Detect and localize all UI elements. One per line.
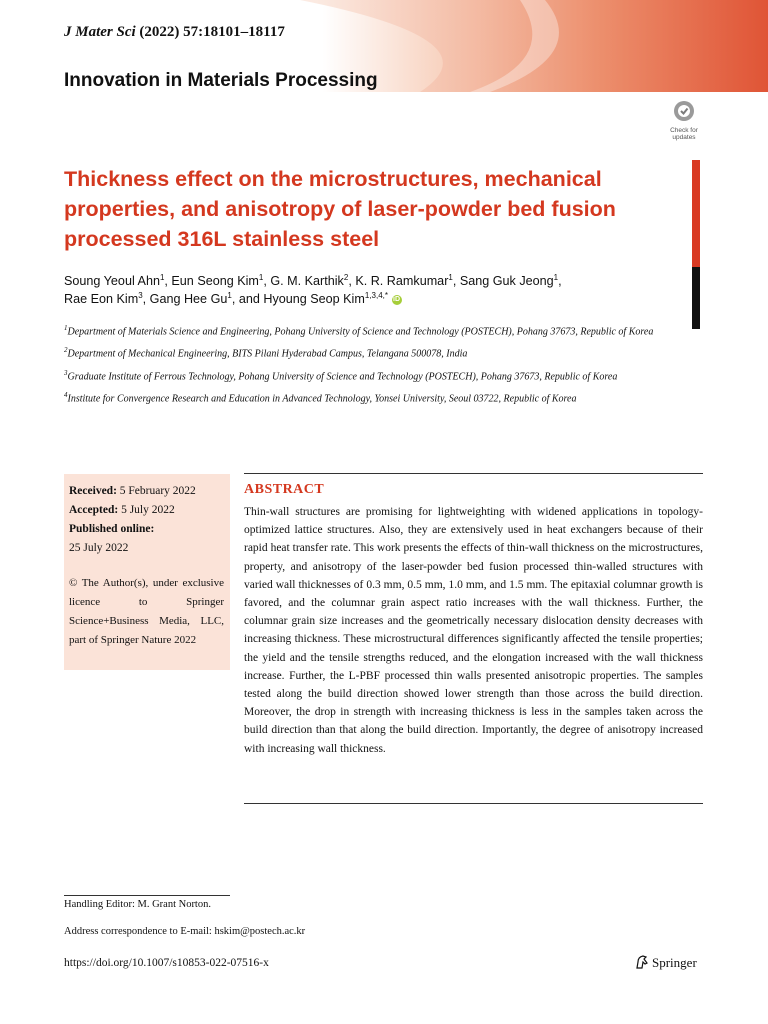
footnote-divider <box>64 895 230 896</box>
title-accent-bar <box>692 160 700 267</box>
affiliation-item <box>64 387 694 407</box>
publisher-logo[interactable] <box>634 954 697 971</box>
accepted-date: 5 July 2022 <box>121 504 175 516</box>
article-info-box <box>64 474 230 670</box>
authors-conjunction: and <box>238 292 260 306</box>
published-date: 25 July 2022 <box>69 542 129 554</box>
accepted-label: Accepted: <box>69 504 119 516</box>
affiliation-text: Institute for Convergence Research and Education in Advanced Technology, Yonsei University, Seoul 03722, Republic of Korea <box>67 393 577 405</box>
received-date: 5 February 2022 <box>119 485 196 497</box>
paper-title: Thickness effect on the microstructures, mechanical properties, and anisotropy of laser-powder bed fusion processed 316L stainless steel <box>64 167 616 251</box>
author-affiliation: 3 <box>138 290 143 300</box>
correspondence-email[interactable]: Address correspondence to E-mail: hskim@postech.ac.kr <box>64 926 306 937</box>
received-label: Received: <box>69 485 117 497</box>
abstract-divider-bottom <box>244 803 703 804</box>
copyright-notice: © The Author(s), under exclusive licence to Springer Science+Business Media, LLC, part of Springer Nature 2022 <box>69 577 224 646</box>
author-list: Soung Yeoul Ahn$^1$, Eun Seong Kim$^1$, G. M. Karthik$^2$, K. R. Ramkumar$^1$, Sang Guk Jeong$^1$, Rae Eon Kim$^3$, Gang Hee Gu$^1$, and Hyoung Seop Kim$^{1,3,4,*}$ iD <box>64 272 562 306</box>
orcid-icon[interactable]: iD <box>393 295 400 303</box>
author-affiliation: 1 <box>258 272 264 282</box>
affiliation-item <box>64 342 694 362</box>
springer-horse-icon <box>634 954 650 970</box>
author[interactable]: K. R. Ramkumar <box>355 274 449 288</box>
author-affiliation: 1 <box>553 272 559 282</box>
check-updates-icon <box>673 100 695 122</box>
affiliation-item <box>64 365 694 385</box>
author-affiliation: 2 <box>343 272 349 282</box>
affiliation-text: Graduate Institute of Ferrous Technology, Pohang University of Science and Technology (POSTECH), Pohang 37673, Republic of Korea <box>67 370 618 382</box>
author-affiliation: 1,3,4,* <box>364 290 388 300</box>
author[interactable]: Rae Eon Kim <box>64 292 139 306</box>
article-dates <box>69 482 227 558</box>
affiliations <box>64 320 694 409</box>
affiliation-item <box>64 320 694 340</box>
author[interactable]: Soung Yeoul Ahn <box>64 274 160 288</box>
author-affiliation: 1 <box>227 290 232 300</box>
affiliation-number: 3 <box>64 368 68 377</box>
author-affiliation: 1 <box>159 272 165 282</box>
affiliation-number: 2 <box>64 346 68 355</box>
published-label: Published online: <box>69 523 155 535</box>
handling-editor: Handling Editor: M. Grant Norton. <box>64 899 211 910</box>
abstract-body: Thin-wall structures are promising for lightweighting with widened applications in topology-optimized lattice structures. Also, they are extensively used in heat exchangers because of their rapid heat transfer rate. This work presents the effects of thin-wall thickness on the microstructures, property, and anisotropy of the laser-powder bed fusion processed thin-walled structures with varied wall thicknesses of 0.3 mm, 0.5 mm, 1.0 mm, and 1.5 mm. The epitaxial columnar growth is favored, and the columnar grain aspect ratio increases with the wall thickness. Further, the columnar grain size increases and the geometrically necessary dislocation density decreases with increasing thickness. These microstructural differences significantly affected the tensile properties; the yield and the tensile strengths reduced, and the elongation increased with the wall thickness increase. Further, the L-PBF processed thin walls presented anisotropic properties. The samples tested along the build direction showed lower strength than those across the build direction. Moreover, the drop in strength with increasing thickness is less in the samples taken across the build direction than that along the build direction. Importantly, the degree of anisotropy increased with increasing wall thickness. <box>244 506 703 755</box>
affiliation-text: Department of Materials Science and Engineering, Pohang University of Science and Technology (POSTECH), Pohang 37673, Republic of Korea <box>67 326 654 338</box>
check-for-updates-badge[interactable] <box>665 100 703 140</box>
author-affiliation: 1 <box>448 272 453 282</box>
abstract-heading: ABSTRACT <box>244 482 325 497</box>
check-updates-label: Check for updates <box>670 127 698 141</box>
author[interactable]: G. M. Karthik <box>270 274 344 288</box>
abstract-divider-top <box>244 473 703 474</box>
publisher-name: Springer <box>652 955 697 970</box>
affiliation-number: 4 <box>64 390 68 399</box>
journal-name: J Mater Sci <box>64 24 136 40</box>
doi-link[interactable]: https://doi.org/10.1007/s10853-022-07516-x <box>64 957 269 969</box>
affiliation-text: Department of Mechanical Engineering, BITS Pilani Hyderabad Campus, Telangana 500078, India <box>67 348 468 360</box>
journal-citation <box>64 24 285 41</box>
journal-volume-pages: (2022) 57:18101–18117 <box>139 24 285 40</box>
author[interactable]: Gang Hee Gu <box>149 292 228 306</box>
author[interactable]: Hyoung Seop Kim <box>263 292 365 306</box>
affiliation-number: 1 <box>64 324 68 332</box>
author[interactable]: Eun Seong Kim <box>171 274 259 288</box>
author[interactable]: Sang Guk Jeong <box>459 274 554 288</box>
section-title: Innovation in Materials Processing <box>64 70 378 91</box>
